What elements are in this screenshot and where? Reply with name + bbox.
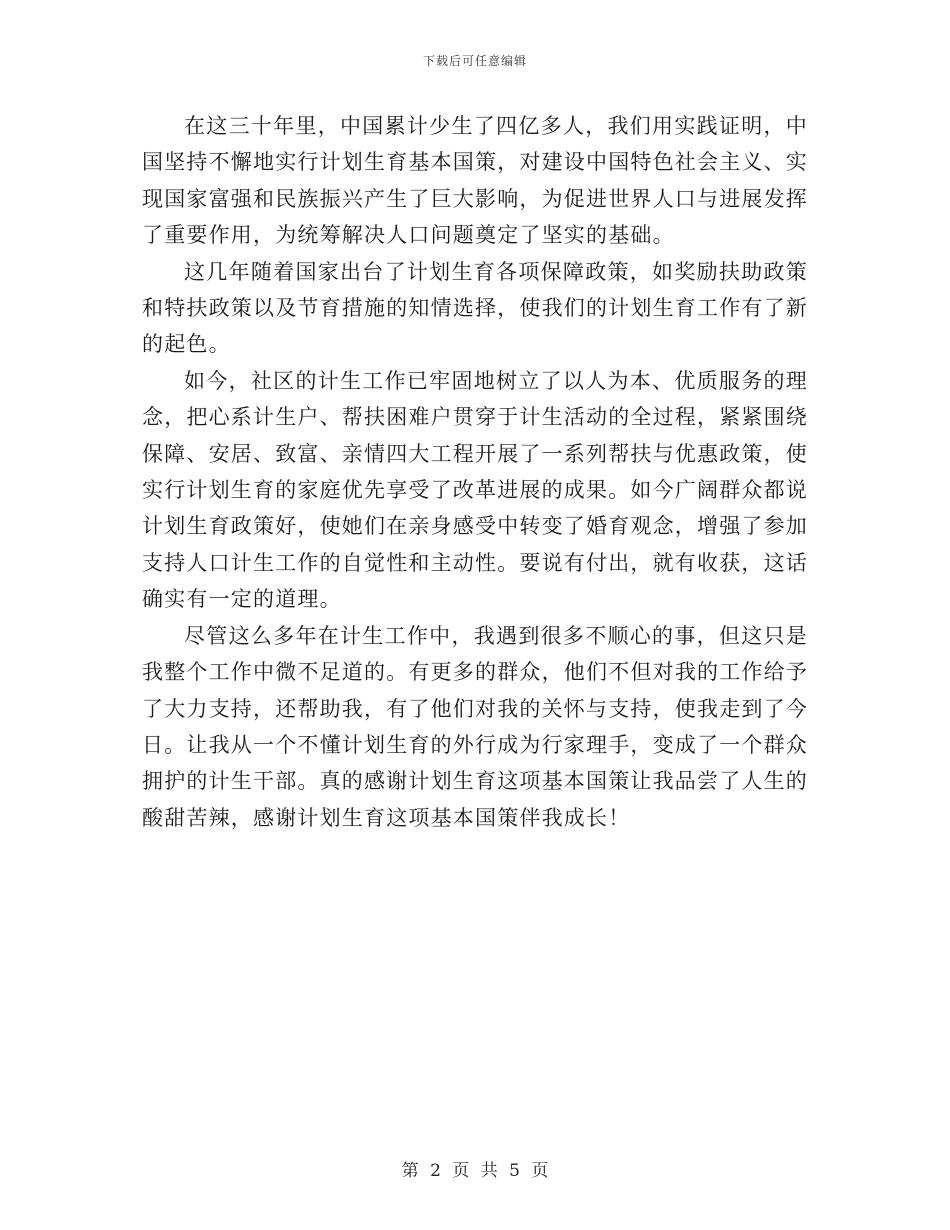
page-number: 第 2 页 共 5 页 [401, 1161, 549, 1181]
paragraph-1: 在这三十年里，中国累计少生了四亿多人，我们用实践证明，中国坚持不懈地实行计划生育基本国策，对建设中国特色社会主义、实现国家富强和民族振兴产生了巨大影响，为促进世界人口与进展发挥了重要作用，为统筹解决人口问题奠定了坚实的基础。 [142, 114, 808, 248]
page-header-note: 下载后可任意编辑 [422, 54, 527, 68]
paragraph-3: 如今，社区的计生工作已牢固地树立了以人为本、优质服务的理念，把心系计生户、帮扶困难户贯穿于计生活动的全过程，紧紧围绕保障、安居、致富、亲情四大工程开展了一系列帮扶与优惠政策，使实行计划生育的家庭优先享受了改革进展的成果。如今广阔群众都说计划生育政策好，使她们在亲身感受中转变了婚育观念，增强了参加支持人口计生工作的自觉性和主动性。要说有付出，就有收获，这话确实有一定的道理。 [142, 368, 808, 612]
paragraph-4: 尽管这么多年在计生工作中，我遇到很多不顺心的事，但这只是我整个工作中微不足道的。有更多的群众，他们不但对我的工作给予了大力支持，还帮助我，有了他们对我的关怀与支持，使我走到了今日。让我从一个不懂计划生育的外行成为行家理手，变成了一个群众拥护的计生干部。真的感谢计划生育这项基本国策让我品尝了人生的酸甜苦辣，感谢计划生育这项基本国策伴我成长！ [142, 623, 808, 830]
paragraph-2: 这几年随着国家出台了计划生育各项保障政策，如奖励扶助政策和特扶政策以及节育措施的知情选择，使我们的计划生育工作有了新的起色。 [142, 259, 808, 357]
document-body [142, 108, 808, 836]
